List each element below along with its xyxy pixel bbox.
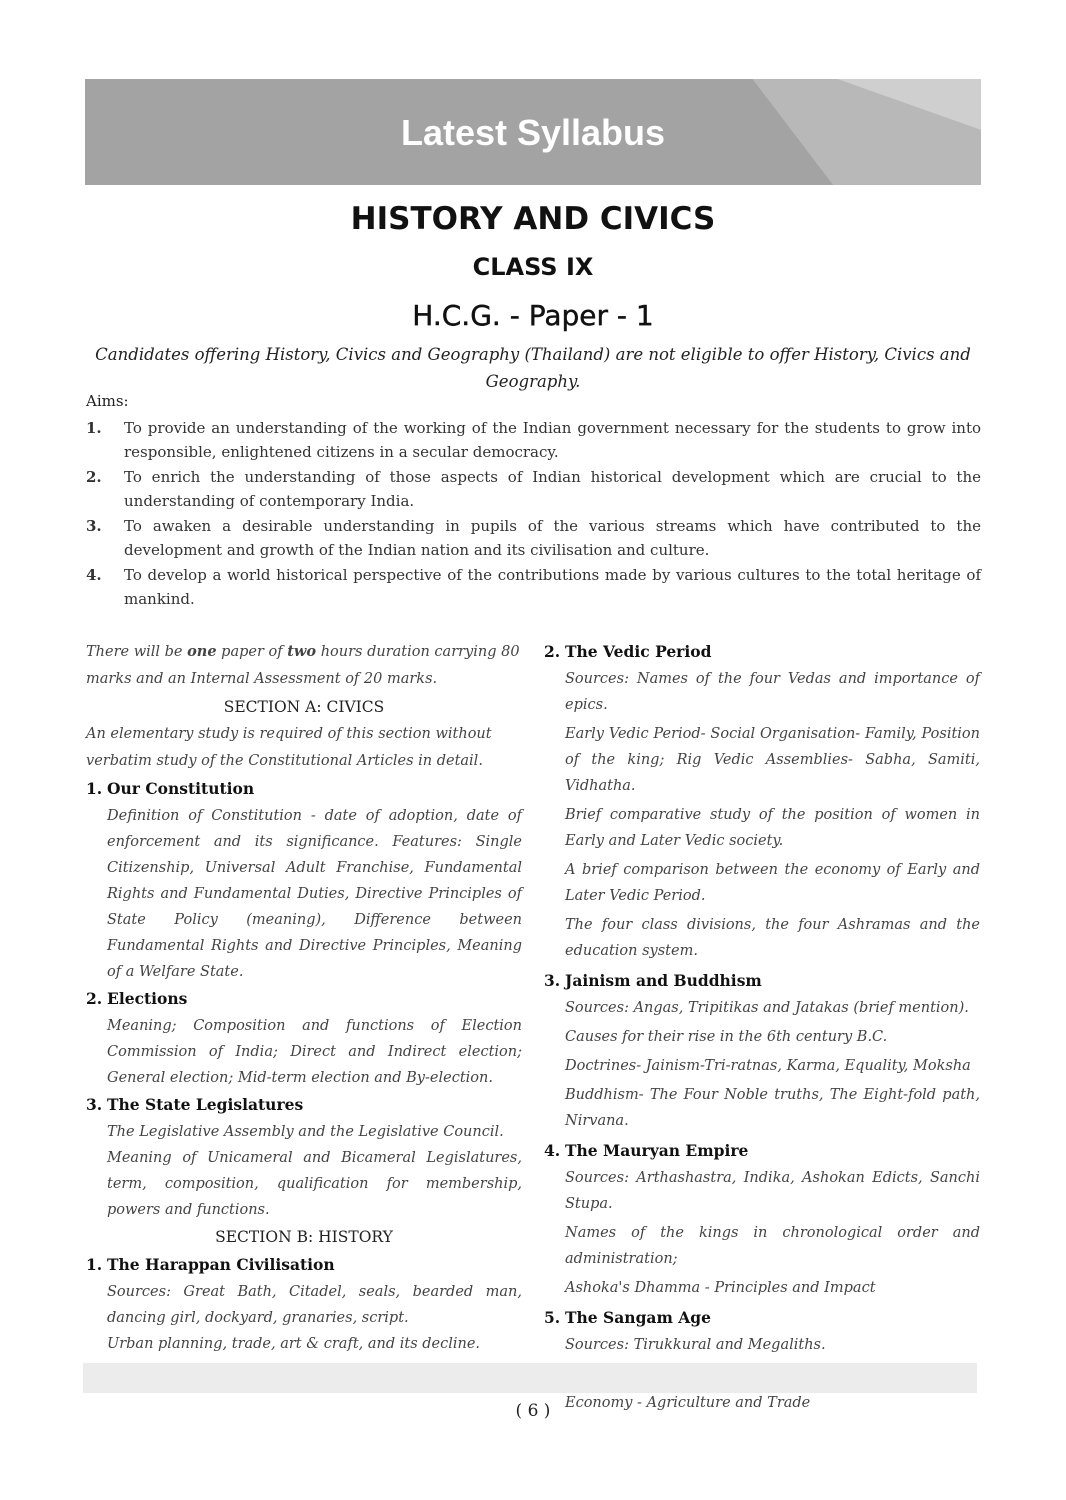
topic-body [86,803,522,985]
topic-line: Sources: Great Bath, Citadel, seals, bearded man, dancing girl, dockyard, granaries, script. [107,1284,522,1326]
topic-number: 3. [544,971,561,990]
header-banner [85,79,981,185]
topic-heading [544,967,980,995]
left-column [86,638,522,1357]
topic-title: The Harappan Civilisation [107,1255,335,1274]
eligibility-note: Candidates offering History, Civics and Geography (Thailand) are not eligible to offer History, Civics and Geography. [95,345,971,391]
class-title: CLASS IX [472,253,594,281]
topic-line: Meaning; Composition and functions of Election Commission of India; Direct and Indirect election; General election; Mid-term election and By-election. [107,1018,522,1086]
topic-line: Urban planning, trade, art & craft, and its decline. [107,1336,481,1352]
topic-heading [544,1304,980,1332]
topic-line: Sources: Angas, Tripitikas and Jatakas (brief mention). [565,1000,969,1016]
aim-number: 4. [86,566,102,584]
right-column [544,638,980,1419]
topic-line: Early Vedic Period- Social Organisation- Family, Position of the king; Rig Vedic Assemblies- Sabha, Samiti, Vidhatha. [565,726,980,794]
topic-line: Names of the kings in chronological order and administration; [565,1225,980,1267]
topic-title: Elections [107,989,188,1008]
topic-line: Doctrines- Jainism-Tri-ratnas, Karma, Equality, Moksha [565,1058,971,1074]
topic-line: Brief comparative study of the position of women in Early and Later Vedic society. [565,807,980,849]
topic-line: Meaning of Unicameral and Bicameral Legislatures, term, composition, qualification for membership, powers and functions. [107,1150,522,1218]
banner-title: Latest Syllabus [400,112,666,153]
aim-text: To develop a world historical perspective of the contributions made by various cultures to the total heritage of mankind. [124,566,981,608]
topic-line: Ashoka's Dhamma - Principles and Impact [565,1280,876,1296]
topic-line: Buddhism- The Four Noble truths, The Eight-fold path, Nirvana. [565,1087,980,1129]
topic-heading [544,638,980,666]
topic-line: A brief comparison between the economy of Early and Later Vedic Period. [565,862,980,904]
intro-text: hours duration carrying 80 marks and an Internal Assessment of 20 marks. [86,644,520,687]
topic-title: Jainism and Buddhism [565,971,762,990]
topic-body [544,666,980,964]
topic-line: The Legislative Assembly and the Legislative Council. [107,1124,504,1140]
aims-list [86,416,981,612]
topic-number: 2. [544,642,561,661]
aim-item [86,563,981,611]
topic-line: Definition of Constitution - date of adoption, date of enforcement and its significance. Features: Single Citizenship, Universal Adult Franchise, Fundamental Rights and Fundamental Duties, Directive Principles of State Policy (meaning), Difference between Fundamental Rights and Directive Principles, Meaning of a Welfare State. [107,808,522,980]
paper-title: H.C.G. - Paper - 1 [412,299,654,332]
topic-number: 2. [86,989,103,1008]
section-b-heading: SECTION B: HISTORY [215,1228,393,1246]
topic-heading [86,1091,522,1119]
topic-line: Sources: Names of the four Vedas and importance of epics. [565,671,980,713]
topic-body [544,995,980,1134]
footer-bar [83,1363,977,1393]
aims-heading: Aims: [86,392,129,410]
topic-number: 4. [544,1141,561,1160]
topic-line: Sources: Arthashastra, Indika, Ashokan Edicts, Sanchi Stupa. [565,1170,980,1212]
intro-text: paper of [216,644,288,660]
topic-body [544,1165,980,1301]
topic-line: Sources: Tirukkural and Megaliths. [565,1337,826,1353]
topic-number: 5. [544,1308,561,1327]
topic-number: 3. [86,1095,103,1114]
intro-emphasis: one [187,643,217,660]
intro-emphasis: two [287,643,317,660]
topic-title: The State Legislatures [107,1095,304,1114]
aim-number: 3. [86,517,102,535]
page-number: ( 6 ) [515,1401,551,1421]
aim-text: To awaken a desirable understanding in pupils of the various streams which have contributed to the development and growth of the Indian nation and its civilisation and culture. [124,517,981,559]
topic-number: 1. [86,779,103,798]
topic-body [86,1013,522,1091]
topic-heading [544,1137,980,1165]
exam-intro [86,638,522,693]
topic-title: The Mauryan Empire [565,1141,749,1160]
topic-title: The Vedic Period [565,642,712,661]
topic-body [86,1119,522,1223]
topic-title: The Sangam Age [565,1308,711,1327]
aim-item [86,465,981,513]
section-a-heading: SECTION A: CIVICS [223,698,385,716]
topic-title: Our Constitution [107,779,255,798]
aim-text: To enrich the understanding of those aspects of Indian historical development which are crucial to the understanding of contemporary India. [124,468,981,510]
intro-text: There will be [86,644,188,660]
topic-heading [86,775,522,803]
aim-text: To provide an understanding of the working of the Indian government necessary for the students to grow into responsible, enlightened citizens in a secular democracy. [124,419,981,461]
topic-heading [86,1251,522,1279]
topic-line: Economy - Agriculture and Trade [565,1395,811,1411]
topic-line: Causes for their rise in the 6th century B.C. [565,1029,888,1045]
topic-line: The four class divisions, the four Ashramas and the education system. [565,917,980,959]
aim-item [86,416,981,464]
topic-heading [86,985,522,1013]
aim-number: 2. [86,468,102,486]
aim-number: 1. [86,419,102,437]
subject-title: HISTORY AND CIVICS [350,201,716,237]
section-a-intro: An elementary study is required of this section without verbatim study of the Constitutional Articles in detail. [86,726,492,769]
topic-body [86,1279,522,1357]
aim-item [86,514,981,562]
topic-number: 1. [86,1255,103,1274]
